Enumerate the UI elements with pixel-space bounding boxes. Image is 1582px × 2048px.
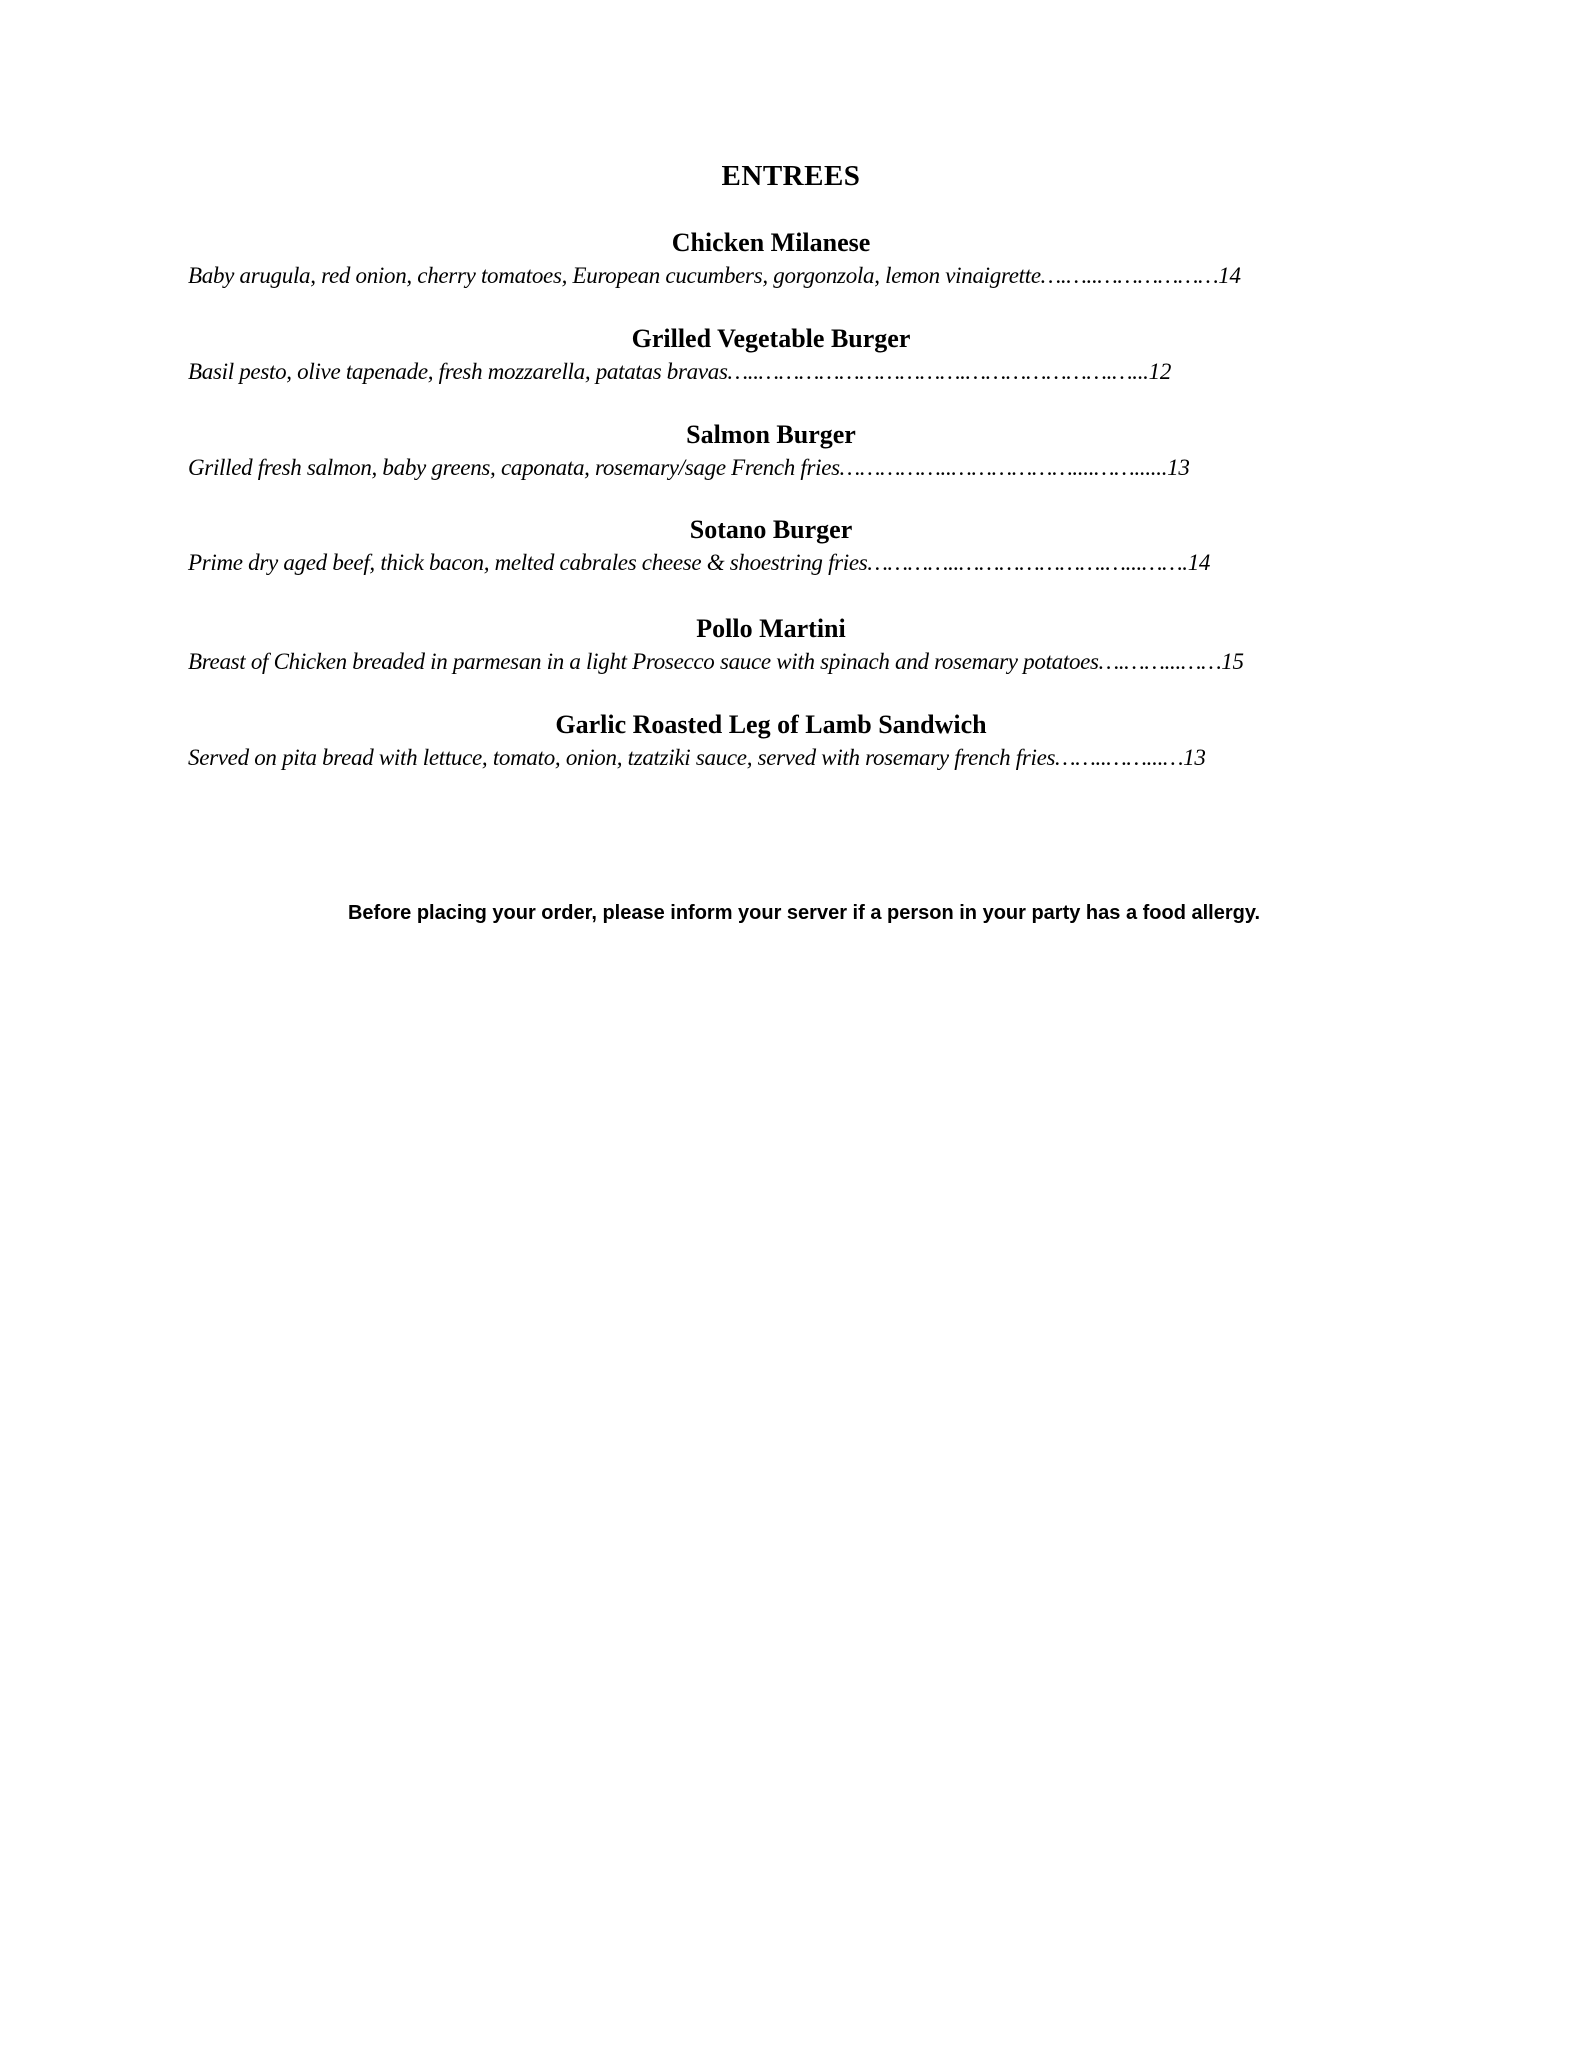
item-description: Breast of Chicken breaded in parmesan in a light Prosecco sauce with spinach and rosemary potatoes….……...……15 xyxy=(188,649,1244,674)
menu-item xyxy=(188,419,1328,483)
menu-item xyxy=(188,323,1328,387)
item-description: Basil pesto, olive tapenade, fresh mozzarella, patatas bravas…..………………………….………………….…...12 xyxy=(188,359,1172,384)
item-name: Chicken Milanese xyxy=(671,228,871,257)
item-name: Salmon Burger xyxy=(686,420,856,449)
section-title: ENTREES xyxy=(721,160,861,192)
item-description: Grilled fresh salmon, baby greens, caponata, rosemary/sage French fries……………..………………....……......13 xyxy=(188,455,1190,480)
item-name: Pollo Martini xyxy=(696,614,846,643)
item-description: Prime dry aged beef, thick bacon, melted cabrales cheese & shoestring fries…………..………………….…...…….14 xyxy=(188,550,1211,575)
menu-item xyxy=(188,514,1328,578)
allergy-note: Before placing your order, please inform your server if a person in your party has a food allergy. xyxy=(347,902,1261,924)
menu-item xyxy=(188,613,1328,677)
item-name: Sotano Burger xyxy=(689,515,853,544)
item-name: Grilled Vegetable Burger xyxy=(631,324,911,353)
menu-item xyxy=(188,227,1328,291)
menu-item xyxy=(188,709,1328,773)
item-description: Served on pita bread with lettuce, tomato, onion, tzatziki sauce, served with rosemary french fries……..……...…13 xyxy=(188,745,1206,770)
item-description: Baby arugula, red onion, cherry tomatoes, European cucumbers, gorgonzola, lemon vinaigrette….…..………………14 xyxy=(188,263,1241,288)
item-name: Garlic Roasted Leg of Lamb Sandwich xyxy=(555,710,987,739)
